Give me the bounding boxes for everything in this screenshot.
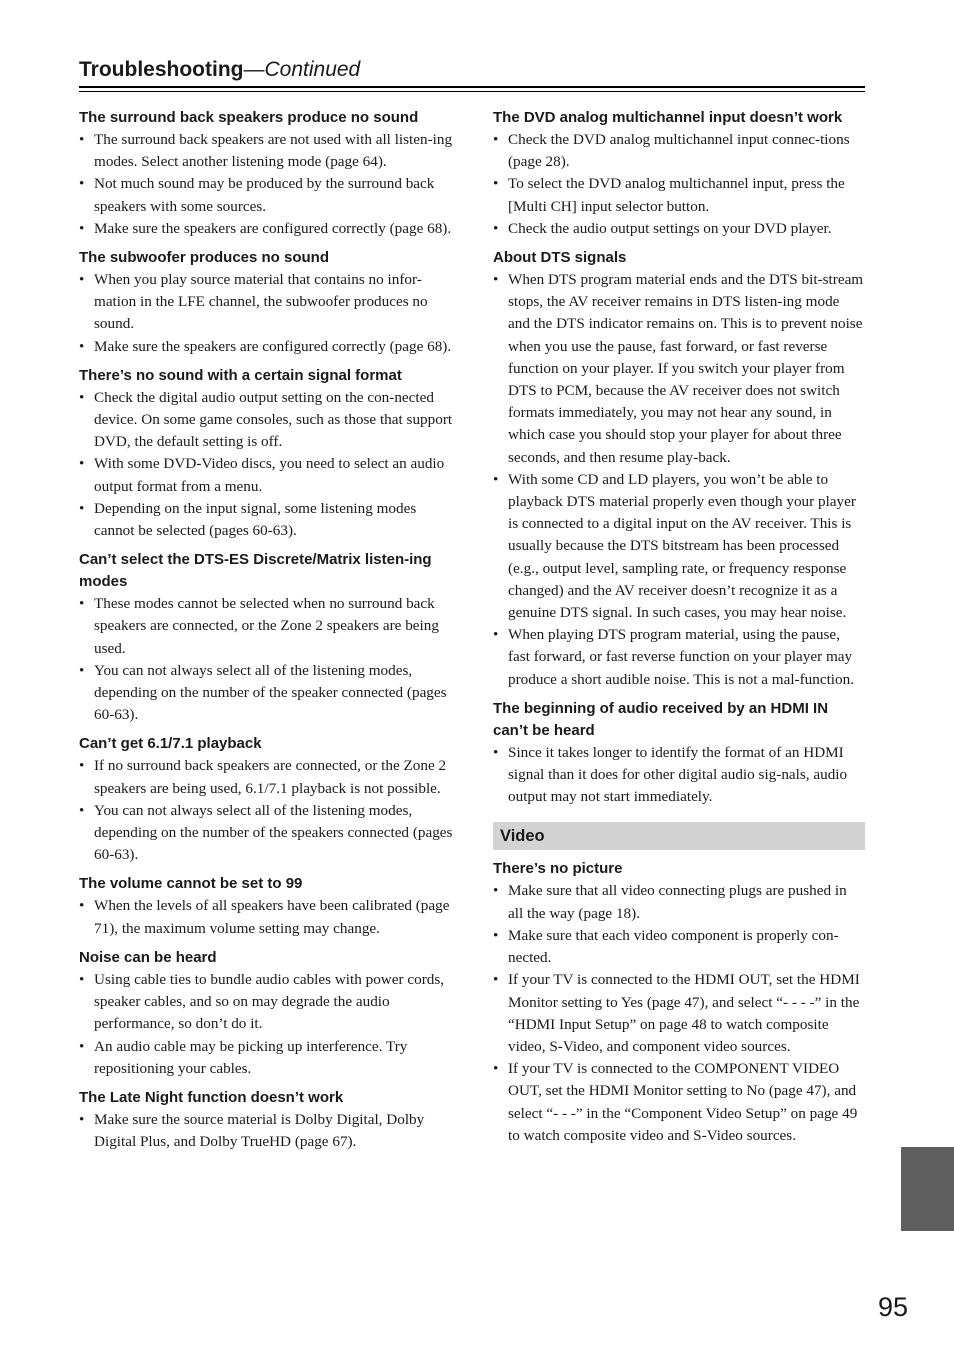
bullet-list (79, 755, 453, 866)
section-title: The Late Night function doesn’t work (79, 1088, 344, 1106)
right-sections (493, 105, 865, 808)
bullet-list (493, 129, 865, 240)
bullet-item: • With some DVD-Video discs, you need to select an audio output format from a menu. (79, 453, 453, 497)
bullet-item: • Check the DVD analog multichannel input connec-tions (page 28). (493, 129, 865, 173)
section-title: Noise can be heard (79, 948, 217, 966)
bullet-list (79, 593, 453, 726)
section-title: There’s no sound with a certain signal format (79, 366, 402, 384)
bullet-item: • When DTS program material ends and the DTS bit-stream stops, the AV receiver remains in DTS listen-ing mode and the DTS indicator remains on. This is to prevent noise when you use the pause, fast forward, or fast reverse function on your player. If you switch your player from DTS to PCM, because the AV receiver does not switch formats immediately, you may not hear any sound, in which case you should stop your player for about three seconds, and then resume play-back. (493, 269, 865, 469)
video-section-heading: Video (493, 822, 865, 850)
section-title: The subwoofer produces no sound (79, 249, 330, 267)
troubleshooting-section (493, 856, 865, 1146)
section-title: There’s no picture (493, 860, 623, 878)
troubleshooting-section (493, 105, 865, 240)
bullet-item: • Make sure the speakers are configured correctly (page 68). (79, 218, 453, 240)
bullet-item: • When playing DTS program material, using the pause, fast forward, or fast reverse function on your player may produce a short audible noise. This is not a mal-function. (493, 624, 865, 691)
troubleshooting-section (79, 1085, 453, 1153)
troubleshooting-section (79, 945, 453, 1080)
troubleshooting-section (79, 547, 453, 726)
bullet-item: • Check the audio output settings on your DVD player. (493, 218, 865, 240)
troubleshooting-section (79, 363, 453, 542)
troubleshooting-section (79, 105, 453, 240)
page-number: 95 (877, 1292, 908, 1322)
left-column (79, 105, 453, 1158)
bullet-item: • Make sure the speakers are configured correctly (page 68). (79, 336, 453, 358)
bullet-item: • Depending on the input signal, some listening modes cannot be selected (pages 60-63). (79, 498, 453, 542)
bullet-item: • When the levels of all speakers have been calibrated (page 71), the maximum volume setting may change. (79, 895, 453, 939)
bullet-list (79, 895, 453, 939)
bullet-item: • Make sure the source material is Dolby Digital, Dolby Digital Plus, and Dolby TrueHD (page 67). (79, 1109, 453, 1153)
header-title: Troubleshooting (79, 58, 244, 81)
troubleshooting-section (79, 245, 453, 358)
chapter-tab (901, 1147, 954, 1231)
bullet-list (493, 269, 865, 691)
bullet-item: • Make sure that each video component is properly con-nected. (493, 925, 865, 969)
bullet-item: • If your TV is connected to the HDMI OUT, set the HDMI Monitor setting to Yes (page 47), and select “- - - -” in the “HDMI Input Setup” on page 48 to watch composite video, S-Video, and component video sources. (493, 969, 865, 1058)
right-column (493, 105, 865, 1152)
troubleshooting-section (493, 245, 865, 691)
troubleshooting-section (493, 696, 865, 809)
bullet-item: • Make sure that all video connecting plugs are pushed in all the way (page 18). (493, 880, 865, 924)
section-title: Can’t get 6.1/7.1 playback (79, 735, 262, 753)
bullet-list (79, 387, 453, 542)
section-title: Can’t select the DTS-ES Discrete/Matrix listen-ing modes (79, 551, 432, 591)
bullet-item: • Since it takes longer to identify the format of an HDMI signal than it does for other digital audio sig-nals, audio output may not start immediately. (493, 742, 865, 809)
bullet-item: • The surround back speakers are not used with all listen-ing modes. Select another listening mode (page 64). (79, 129, 453, 173)
bullet-item: • Using cable ties to bundle audio cables with power cords, speaker cables, and so on may degrade the audio performance, so don’t do it. (79, 969, 453, 1036)
bullet-item: • These modes cannot be selected when no surround back speakers are connected, or the Zone 2 speakers are being used. (79, 593, 453, 660)
troubleshooting-section (79, 871, 453, 939)
troubleshooting-section (79, 731, 453, 866)
bullet-item: • To select the DVD analog multichannel input, press the [Multi CH] input selector button. (493, 173, 865, 217)
bullet-item: • Not much sound may be produced by the surround back speakers with some sources. (79, 173, 453, 217)
header-rule-thin (79, 91, 865, 92)
bullet-list (493, 880, 865, 1146)
bullet-item: • You can not always select all of the listening modes, depending on the number of the speaker connected (pages 60-63). (79, 660, 453, 727)
section-title: The surround back speakers produce no sound (79, 109, 419, 126)
section-title: The beginning of audio received by an HDMI IN can’t be heard (493, 699, 829, 739)
bullet-item: • If your TV is connected to the COMPONENT VIDEO OUT, set the HDMI Monitor setting to No (page 47), and select “- - -” in the “Component Video Setup” on page 49 to watch composite video and S-Video sources. (493, 1058, 865, 1147)
section-title: The DVD analog multichannel input doesn’t work (493, 109, 843, 126)
bullet-list (493, 742, 865, 809)
bullet-item: • If no surround back speakers are connected, or the Zone 2 speakers are being used, 6.1/7.1 playback is not possible. (79, 755, 453, 799)
section-title: The volume cannot be set to 99 (79, 875, 303, 893)
bullet-list (79, 1109, 453, 1153)
bullet-item: • When you play source material that contains no infor-mation in the LFE channel, the subwoofer produces no sound. (79, 269, 453, 336)
page-header (79, 56, 865, 84)
video-sections (493, 856, 865, 1146)
bullet-item: • An audio cable may be picking up interference. Try repositioning your cables. (79, 1036, 453, 1080)
section-title: About DTS signals (493, 249, 627, 267)
bullet-list (79, 129, 453, 240)
bullet-item: • You can not always select all of the listening modes, depending on the number of the speakers connected (pages 60-63). (79, 800, 453, 867)
bullet-list (79, 969, 453, 1080)
bullet-list (79, 269, 453, 358)
header-rule-thick (79, 86, 865, 88)
bullet-item: • Check the digital audio output setting on the con-nected device. On some game consoles, such as those that support DVD, the default setting is off. (79, 387, 453, 454)
header-continued: —Continued (243, 58, 361, 81)
bullet-item: • With some CD and LD players, you won’t be able to playback DTS material properly even though your player is connected to a digital input on the AV receiver. This is usually because the DTS bitstream has been processed (e.g., output level, sampling rate, or frequency response changed) and the AV receiver doesn’t recognize it as a genuine DTS signal. In such cases, you may hear noise. (493, 469, 865, 624)
